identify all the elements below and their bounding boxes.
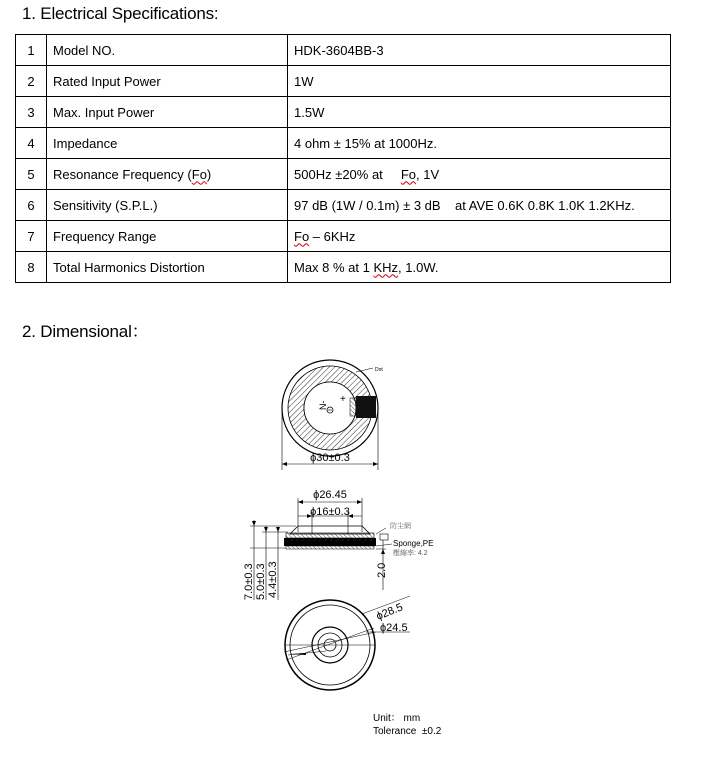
units-label: Unit： mm — [373, 713, 421, 724]
bottom-d1-label: ϕ28.5 — [374, 601, 405, 623]
section-title-dimensional: 2. Dimensional： — [22, 322, 149, 341]
row-number: 3 — [16, 97, 47, 128]
param-value: HDK-3604BB-3 — [288, 35, 671, 66]
param-name: Impedance — [47, 128, 288, 159]
sponge-label: Sponge,PE — [393, 539, 434, 548]
param-name: Max. Input Power — [47, 97, 288, 128]
param-name: Total Harmonics Distortion — [47, 252, 288, 283]
height-4-label: 4.4±0.3 — [267, 561, 279, 598]
fo-text: Fo — [191, 166, 207, 182]
khz-text: KHz — [373, 259, 399, 275]
tolerance-label: Tolerance ±0.2 — [373, 726, 442, 737]
fo-text: Fo — [400, 166, 417, 182]
value-text: – 6KHz — [309, 228, 356, 244]
top-view — [282, 360, 383, 470]
row-number: 5 — [16, 159, 47, 190]
param-value: 97 dB (1W / 0.1m) ± 3 dB at AVE 0.6K 0.8K 1.0K 1.2KHz. — [288, 190, 671, 221]
center-marking: N- — [318, 400, 328, 410]
note-cn: 防尘網 — [390, 523, 411, 530]
row-number: 8 — [16, 252, 47, 283]
param-name: Model NO. — [47, 35, 288, 66]
center-cap — [304, 382, 356, 434]
dim-inner-label: ϕ16±0.3 — [310, 506, 350, 518]
sponge-note: 壓縮率: 4.2 — [393, 550, 428, 557]
param-name: Frequency Range — [47, 221, 288, 252]
param-name: Rated Input Power — [47, 66, 288, 97]
param-value: 4 ohm ± 15% at 1000Hz. — [288, 128, 671, 159]
row-number: 6 — [16, 190, 47, 221]
row-number: 7 — [16, 221, 47, 252]
value-text: , 1V — [416, 166, 440, 182]
sponge-layer — [286, 546, 374, 549]
row-number: 4 — [16, 128, 47, 159]
row-number: 2 — [16, 66, 47, 97]
side-view — [243, 489, 433, 600]
plus-marking: + — [340, 394, 346, 405]
height-7-label: 7.0±0.3 — [243, 563, 255, 600]
diameter-label: ϕ30±0.3 — [310, 452, 350, 464]
height-2-label: 2.0 — [376, 562, 388, 578]
dim-outer-label: ϕ26.45 — [313, 489, 347, 501]
frame — [286, 533, 374, 538]
bottom-d2-label: ϕ24.5 — [380, 622, 408, 634]
param-value: 1.5W — [288, 97, 671, 128]
param-text: Resonance Frequency ( — [53, 166, 192, 182]
value-text: 500Hz ±20% at — [294, 166, 401, 182]
value-text: Max 8 % at 1 — [294, 259, 374, 275]
height-5-label: 5.0±0.3 — [255, 563, 267, 600]
terminal — [356, 396, 376, 418]
dot-label: Dot — [375, 367, 383, 373]
section-title-electrical: 1. Electrical Specifications: — [22, 4, 219, 23]
row-number: 1 — [16, 35, 47, 66]
bottom-view — [284, 596, 410, 690]
value-text: , 1.0W. — [398, 259, 439, 275]
fo-text: Fo — [294, 228, 310, 244]
param-text: ) — [206, 166, 212, 182]
param-value: 1W — [288, 66, 671, 97]
param-name: Sensitivity (S.P.L.) — [47, 190, 288, 221]
